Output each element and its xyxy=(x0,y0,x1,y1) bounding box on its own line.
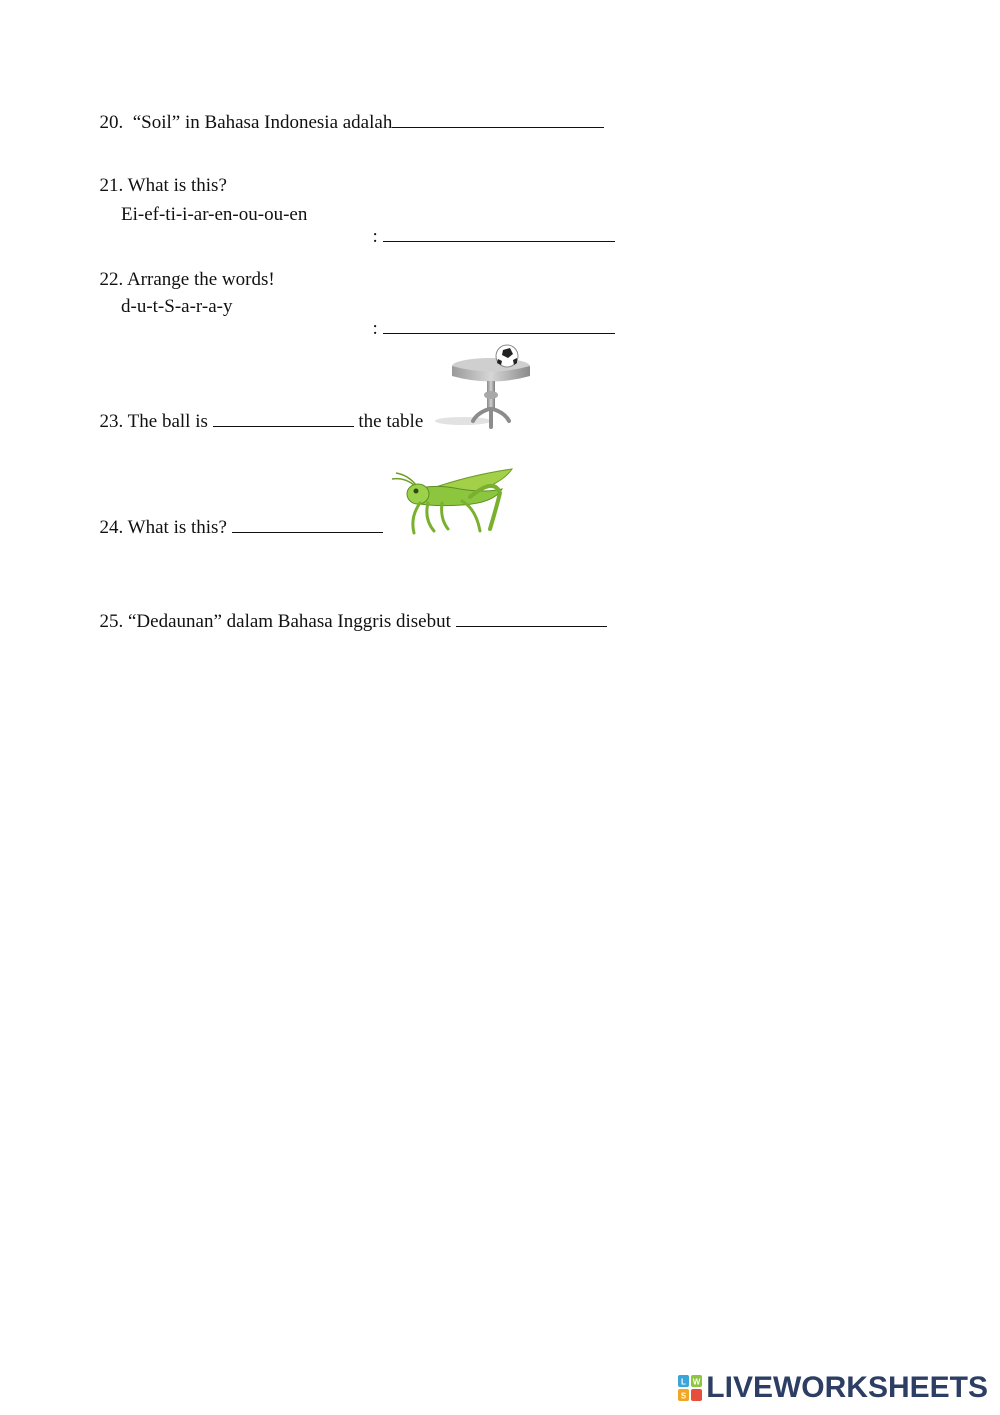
q23-text-before: The ball is xyxy=(127,411,208,432)
q25-text: “Dedaunan” dalam Bahasa Inggris disebut xyxy=(128,611,451,632)
grasshopper-front-leg xyxy=(427,503,434,531)
q22-clue: d-u-t-S-a-r-a-y xyxy=(121,296,233,317)
q21-answer-row xyxy=(363,205,615,246)
question-21 xyxy=(90,157,227,195)
grasshopper-front-leg-2 xyxy=(413,503,420,533)
q25-number: 25. xyxy=(99,611,124,632)
q24-text: What is this? xyxy=(127,517,227,538)
q21-clue: Ei-ef-ti-i-ar-en-ou-ou-en xyxy=(121,204,308,225)
logo-letter-l: L xyxy=(681,1377,687,1387)
q23-number: 23. xyxy=(99,411,124,432)
q20-number: 20. xyxy=(99,112,124,133)
q21-number: 21. xyxy=(99,175,124,196)
q22-text: Arrange the words! xyxy=(126,269,275,290)
table-shadow xyxy=(435,417,491,425)
q20-answer-blank[interactable] xyxy=(392,110,604,128)
q21-text: What is this? xyxy=(127,175,227,196)
q23-answer-blank[interactable] xyxy=(213,409,354,427)
question-24 xyxy=(90,496,383,537)
question-20 xyxy=(90,91,604,132)
question-25 xyxy=(90,590,607,631)
q20-text: “Soil” in Bahasa Indonesia adalah xyxy=(132,112,393,133)
grasshopper-image xyxy=(390,463,518,543)
grasshopper-head xyxy=(407,484,429,504)
table-knob xyxy=(484,391,498,399)
question-22 xyxy=(90,251,275,289)
question-23 xyxy=(90,390,423,431)
q22-colon: : xyxy=(372,318,378,339)
liveworksheets-logo-icon xyxy=(678,1375,702,1401)
grasshopper-hind-leg-2 xyxy=(462,501,480,531)
grasshopper-mid-leg xyxy=(442,503,448,529)
table-foot-right xyxy=(493,409,509,421)
q24-number: 24. xyxy=(99,517,124,538)
q23-text-after: the table xyxy=(358,411,424,432)
q22-number: 22. xyxy=(99,269,124,290)
liveworksheets-wordmark: LIVEWORKSHEETS xyxy=(706,1371,988,1404)
q22-answer-row xyxy=(363,297,615,338)
q25-answer-blank[interactable] xyxy=(456,609,607,627)
grasshopper-eye xyxy=(414,489,419,494)
logo-letter-w: W xyxy=(693,1377,701,1387)
liveworksheets-logo xyxy=(678,1371,988,1405)
logo-letter-s: S xyxy=(681,1391,687,1401)
ball-on-table-image xyxy=(433,343,535,431)
q21-colon: : xyxy=(372,226,378,247)
q24-answer-blank[interactable] xyxy=(232,515,383,533)
q21-answer-blank[interactable] xyxy=(383,224,615,242)
q22-answer-blank[interactable] xyxy=(383,316,615,334)
